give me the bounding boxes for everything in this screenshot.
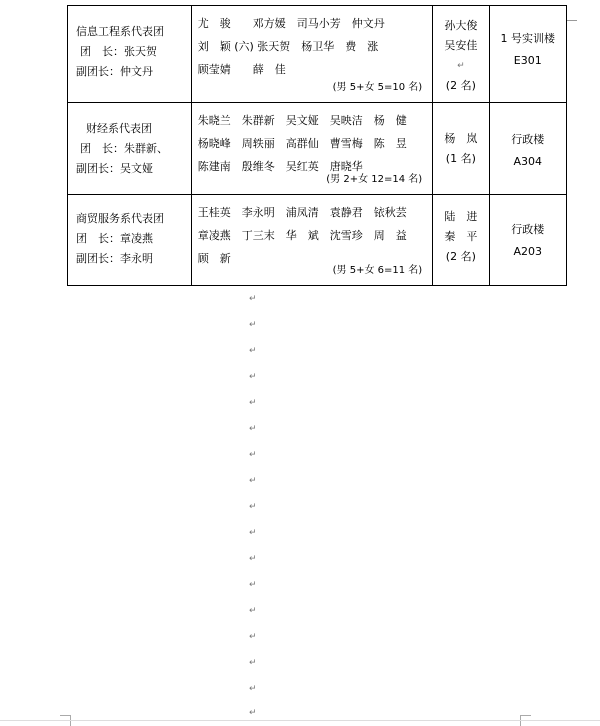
table-row	[68, 6, 567, 103]
department-cell	[68, 103, 192, 195]
member-count: (男 2+女 12=14 名)	[326, 174, 423, 185]
department-name: 商贸服务系代表团	[76, 212, 164, 225]
room-cell	[489, 103, 567, 195]
paragraph-mark: ↵	[249, 346, 257, 356]
team-leader: 团 长：章凌燕	[76, 232, 153, 245]
member-line: 杨晓峰 周轶丽 高群仙 曹雪梅 陈 昱	[197, 137, 407, 150]
teacher-count: (2 名)	[445, 79, 476, 92]
deputy-leader: 副团长：吴文娅	[76, 162, 153, 175]
deputy-leader: 副团长：李永明	[76, 252, 153, 265]
teacher-name: 陆 进	[444, 210, 478, 223]
room-number: A304	[513, 155, 543, 168]
teacher-name: 秦 平	[444, 230, 478, 243]
team-leader: 团 长：张天贺	[80, 45, 157, 58]
department-name: 财经系代表团	[86, 122, 152, 135]
room-building: 行政楼	[511, 223, 545, 236]
paragraph-mark: ↵	[249, 580, 257, 590]
paragraph-mark: ↵	[249, 424, 257, 434]
paragraph-mark: ↵	[249, 372, 257, 382]
member-line: 朱晓兰 朱群新 吴文娅 吴映洁 杨 健	[197, 114, 407, 127]
page-bottom-edge	[0, 720, 600, 721]
department-cell	[68, 6, 192, 103]
member-line: 章凌燕 丁三末 华 斌 沈雪珍 周 益	[197, 229, 407, 242]
paragraph-mark: ↵	[249, 450, 257, 460]
teacher-name: 杨 岚	[444, 132, 478, 145]
paragraph-mark: ↵	[249, 294, 257, 304]
delegation-table	[67, 5, 567, 286]
member-line: 尤 骏 邓方媛 司马小芳 仲文丹	[197, 17, 385, 30]
member-line: 陈建南 殷维冬 吴红英 唐晓华	[197, 160, 363, 173]
room-cell	[489, 195, 567, 286]
department-cell	[68, 195, 192, 286]
paragraph-mark: ↵	[249, 528, 257, 538]
paragraph-mark: ↵	[457, 61, 465, 71]
department-name: 信息工程系代表团	[76, 25, 164, 38]
teacher-name: 孙大俊	[444, 19, 478, 32]
teacher-cell	[433, 6, 489, 103]
room-building: 行政楼	[511, 133, 545, 146]
paragraph-mark: ↵	[249, 684, 257, 694]
paragraph-mark: ↵	[249, 554, 257, 564]
paragraph-mark: ↵	[249, 708, 257, 718]
room-building: 1 号实训楼	[500, 32, 555, 45]
room-cell	[489, 6, 567, 103]
room-number: E301	[513, 54, 542, 67]
team-leader: 团 长：朱群新、	[80, 142, 168, 155]
table-row	[68, 103, 567, 195]
member-line: 顾莹婧 薛 佳	[197, 63, 286, 76]
teacher-cell	[433, 103, 489, 195]
member-line: 刘 颖 (六) 张天贺 杨卫华 费 涨	[197, 40, 379, 53]
member-count: (男 5+女 5=10 名)	[332, 82, 423, 93]
teacher-count: (1 名)	[445, 152, 476, 165]
members-cell	[191, 195, 432, 286]
member-line: 王桂英 李永明 浦凤清 袁静君 铱秋芸	[197, 206, 407, 219]
member-line: 顾 新	[197, 252, 231, 265]
paragraph-mark: ↵	[249, 632, 257, 642]
paragraph-mark: ↵	[249, 502, 257, 512]
teacher-cell	[433, 195, 489, 286]
paragraph-mark: ↵	[249, 606, 257, 616]
paragraph-mark: ↵	[249, 398, 257, 408]
members-cell	[191, 103, 432, 195]
table-row	[68, 195, 567, 286]
deputy-leader: 副团长：仲文丹	[76, 65, 153, 78]
paragraph-mark: ↵	[249, 658, 257, 668]
room-number: A203	[513, 245, 543, 258]
paragraph-mark: ↵	[249, 320, 257, 330]
page-corner-mark	[566, 10, 577, 21]
teacher-count: (2 名)	[445, 250, 476, 263]
paragraph-mark: ↵	[249, 476, 257, 486]
member-count: (男 5+女 6=11 名)	[332, 265, 423, 276]
teacher-name: 吴安佳	[444, 39, 478, 52]
members-cell	[191, 6, 432, 103]
